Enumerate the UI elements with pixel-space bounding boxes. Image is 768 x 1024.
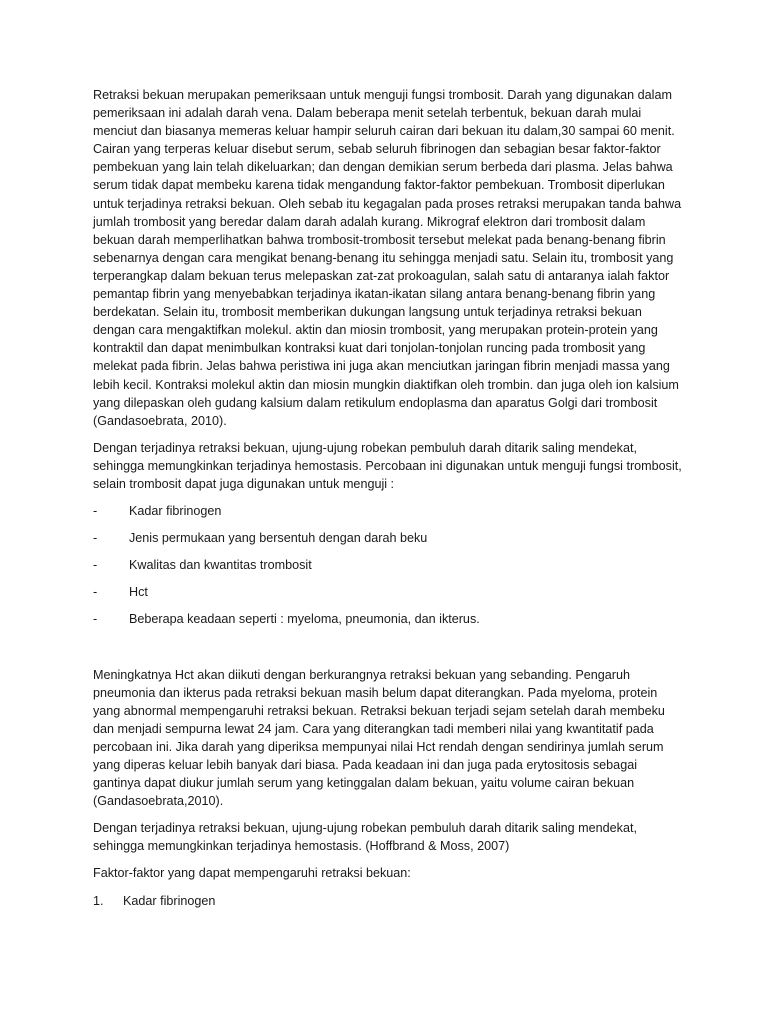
list-item-text: Kwalitas dan kwantitas trombosit (129, 558, 312, 573)
numbered-item (93, 892, 683, 910)
list-item-text: Jenis permukaan yang bersentuh dengan darah beku (129, 531, 428, 546)
bullet-mark: - (93, 531, 98, 546)
body-paragraph-hct: Meningkatnya Hct akan diikuti dengan berkurangnya retraksi bekuan yang sebanding. Pengaruh pneumonia dan ikterus pada retraksi bekuan masih belum dapat diterangkan. Pada myeloma, protein yang abnormal mempengaruhi retraksi bekuan. Retraksi bekuan terjadi sejam setelah darah membeku dan menjadi sempurna lewat 24 jam. Cara yang diterangkan tadi memberi nilai yang kwantitatif pada percobaan ini. Jika darah yang diperiksa mempunyai nilai Hct rendah dengan sendirinya jumlah serum yang diperas keluar lebih banyak dari biasa. Pada keadaan ini dan juga pada erytositosis sebagai gantinya dapat diukur jumlah serum yang ketinggalan dalam bekuan, yaitu volume cairan bekuan (Gandasoebrata,2010). (93, 667, 665, 809)
bullet-mark: - (93, 612, 98, 627)
list-item (93, 556, 683, 574)
body-paragraph-factors: Faktor-faktor yang dapat mempengaruhi retraksi bekuan: (93, 866, 411, 881)
bullet-list (93, 502, 683, 628)
list-item (93, 610, 683, 628)
bullet-mark: - (93, 558, 98, 573)
list-item (93, 502, 683, 520)
numbered-list (93, 892, 683, 910)
numbered-item-text: Kadar fibrinogen (123, 893, 216, 908)
body-paragraph-hemostasis: Dengan terjadinya retraksi bekuan, ujung-ujung robekan pembuluh darah ditarik saling mendekat, sehingga memungkinkan terjadinya hemostasis. (Hoffbrand & Moss, 2007) (93, 821, 637, 854)
intro-paragraph-1: Retraksi bekuan merupakan pemeriksaan untuk menguji fungsi trombosit. Darah yang digunakan dalam pemeriksaan ini adalah darah vena. Dalam beberapa menit setelah terbentuk, bekuan darah mulai menciut dan biasanya memeras keluar hampir seluruh cairan dari bekuan itu dalam,30 sampai 60 menit. Cairan yang terperas keluar disebut serum, sebab seluruh fibrinogen dan sebagian besar faktor-faktor pembekuan yang lain telah dikeluarkan; dan dengan demikian serum berbeda dari plasma. Jelas bahwa serum tidak dapat membeku karena tidak mengandung faktor-faktor pembekuan. Trombosit diperlukan untuk terjadinya retraksi bekuan. Oleh sebab itu kegagalan pada proses retraksi merupakan tanda bahwa jumlah trombosit yang beredar dalam darah adalah kurang. Mikrograf elektron dari trombosit dalam bekuan darah memperlihatkan bahwa trombosit-trombosit tersebut melekat pada benang-benang fibrin sebenarnya dengan cara mengikat benang-benang itu sehingga menjadi satu. Selain itu, trombosit yang terperangkap dalam bekuan terus melepaskan zat-zat prokoagulan, salah satu di antaranya ialah faktor pemantap fibrin yang menyebabkan terjadinya ikatan-ikatan silang antara benang-benang fibrin yang berdekatan. Selain itu, trombosit memberikan dukungan langsung untuk terjadinya retraksi bekuan dengan cara mengaktifkan molekul. aktin dan miosin trombosit, yang merupakan protein-protein yang kontraktil dan dapat menimbulkan kontraksi kuat dari tonjolan-tonjolan runcing pada trombosit yang melekat pada fibrin. Jelas bahwa peristiwa ini juga akan menciutkan jaringan fibrin menjadi massa yang lebih kecil. Kontraksi molekul aktin dan miosin mungkin diaktifkan oleh trombin. dan juga oleh ion kalsium yang dilepaskan oleh gudang kalsium dalam retikulum endoplasma dan aparatus Golgi dari trombosit (Gandasoebrata, 2010). (93, 88, 682, 428)
list-item-text: Hct (129, 585, 148, 600)
item-number: 1. (93, 893, 104, 908)
list-item (93, 583, 683, 601)
bullet-mark: - (93, 504, 98, 519)
list-item (93, 529, 683, 547)
list-item-text: Beberapa keadaan seperti : myeloma, pneumonia, dan ikterus. (129, 612, 480, 627)
list-item-text: Kadar fibrinogen (129, 504, 222, 519)
bullet-mark: - (93, 585, 98, 600)
intro-paragraph-2: Dengan terjadinya retraksi bekuan, ujung-ujung robekan pembuluh darah ditarik saling mendekat, sehingga memungkinkan terjadinya hemostasis. Percobaan ini digunakan untuk menguji fungsi trombosit, selain trombosit dapat juga digunakan untuk menguji : (93, 440, 682, 491)
document-page (93, 86, 683, 910)
